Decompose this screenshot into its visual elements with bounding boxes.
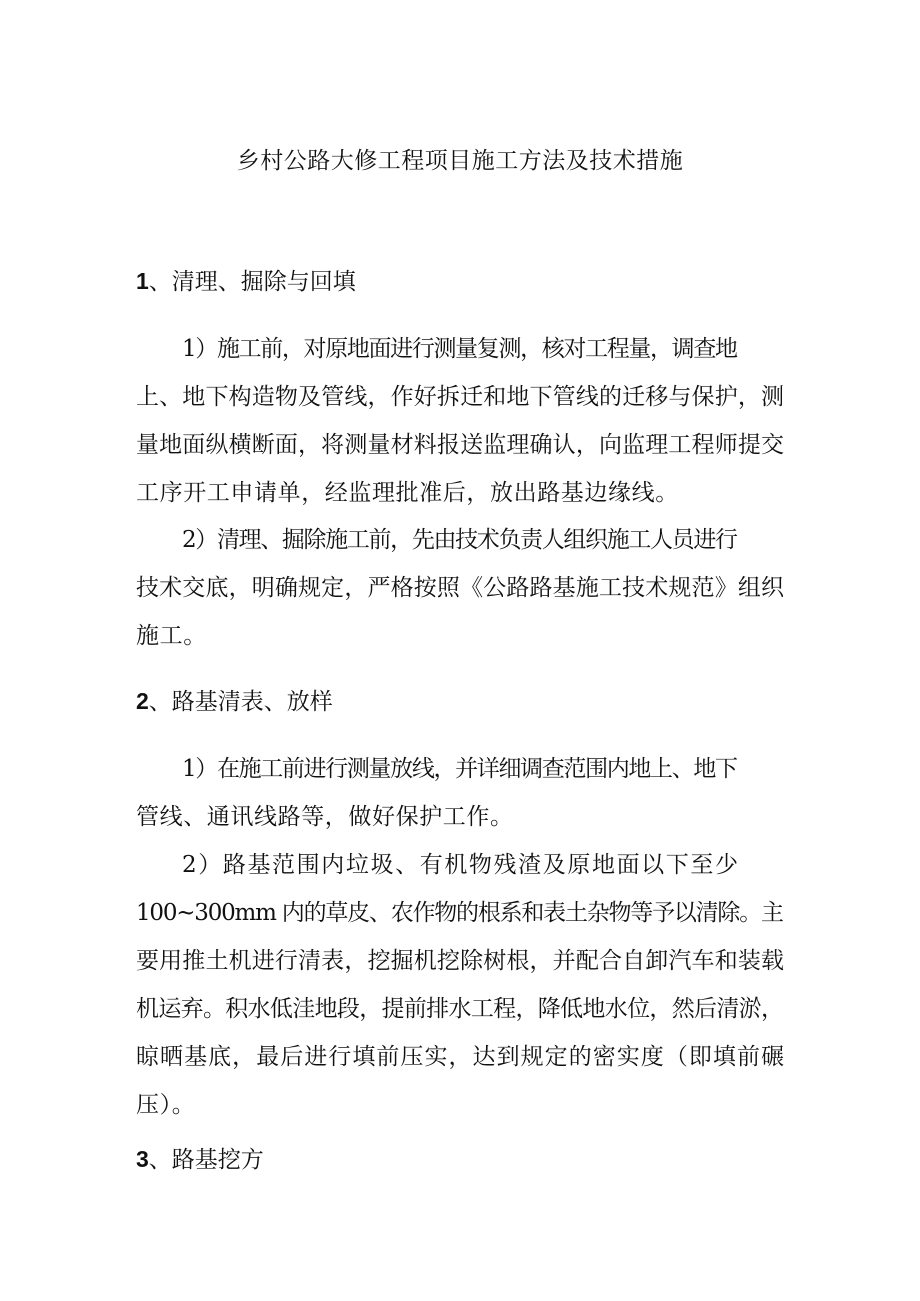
paragraph-1-2 [136, 516, 784, 660]
section-number: 3 [136, 1146, 149, 1172]
paragraph-line: 2）路基范围内垃圾、有机物残渣及原地面以下至少 [182, 852, 740, 878]
document-title: 乡村公路大修工程项目施工方法及技术措施 [236, 148, 684, 174]
section-number: 1 [136, 268, 149, 294]
section-number: 2 [136, 688, 149, 714]
paragraph-line: 要用推土机进行清表，挖掘机挖除树根，并配合自卸汽车和装载 [136, 948, 785, 974]
paragraph-line: 晾晒基底，最后进行填前压实，达到规定的密实度（即填前碾 [136, 1044, 786, 1070]
paragraph-line: 工序开工申请单，经监理批准后，放出路基边缘线。 [136, 480, 679, 506]
section-heading-3 [136, 1144, 264, 1175]
paragraph-line: 机运弃。积水低洼地段，提前排水工程，降低地水位，然后清淤， [136, 996, 784, 1022]
paragraph-line: 量地面纵横断面，将测量材料报送监理确认，向监理工程师提交 [136, 432, 785, 458]
paragraph-line: 1）施工前，对原地面进行测量复测，核对工程量，调查地 [182, 336, 737, 362]
paragraph-2-2 [136, 841, 784, 1129]
paragraph-line: 施工。 [136, 623, 207, 649]
paragraph-line: 技术交底，明确规定，严格按照《公路路基施工技术规范》组织 [136, 575, 785, 601]
paragraph-2-1 [136, 745, 784, 841]
section-heading-1 [136, 266, 356, 297]
paragraph-line: 1）在施工前进行测量放线，并详细调查范围内地上、地下 [182, 756, 737, 782]
paragraph-line: 100~300mm 内的草皮、农作物的根系和表土杂物等予以清除。主 [136, 900, 783, 926]
paragraph-line: 上、地下构造物及管线，作好拆迁和地下管线的迁移与保护，测 [136, 384, 785, 410]
paragraph-line: 压）。 [136, 1092, 196, 1118]
section-title: 、路基清表、放样 [148, 689, 333, 715]
paragraph-1-1 [136, 325, 784, 517]
paragraph-line: 管线、通讯线路等，做好保护工作。 [136, 804, 514, 830]
section-title: 、路基挖方 [148, 1147, 264, 1173]
paragraph-line: 2）清理、掘除施工前，先由技术负责人组织施工人员进行 [182, 527, 737, 553]
section-title: 、清理、掘除与回填 [148, 269, 356, 295]
section-heading-2 [136, 686, 333, 717]
